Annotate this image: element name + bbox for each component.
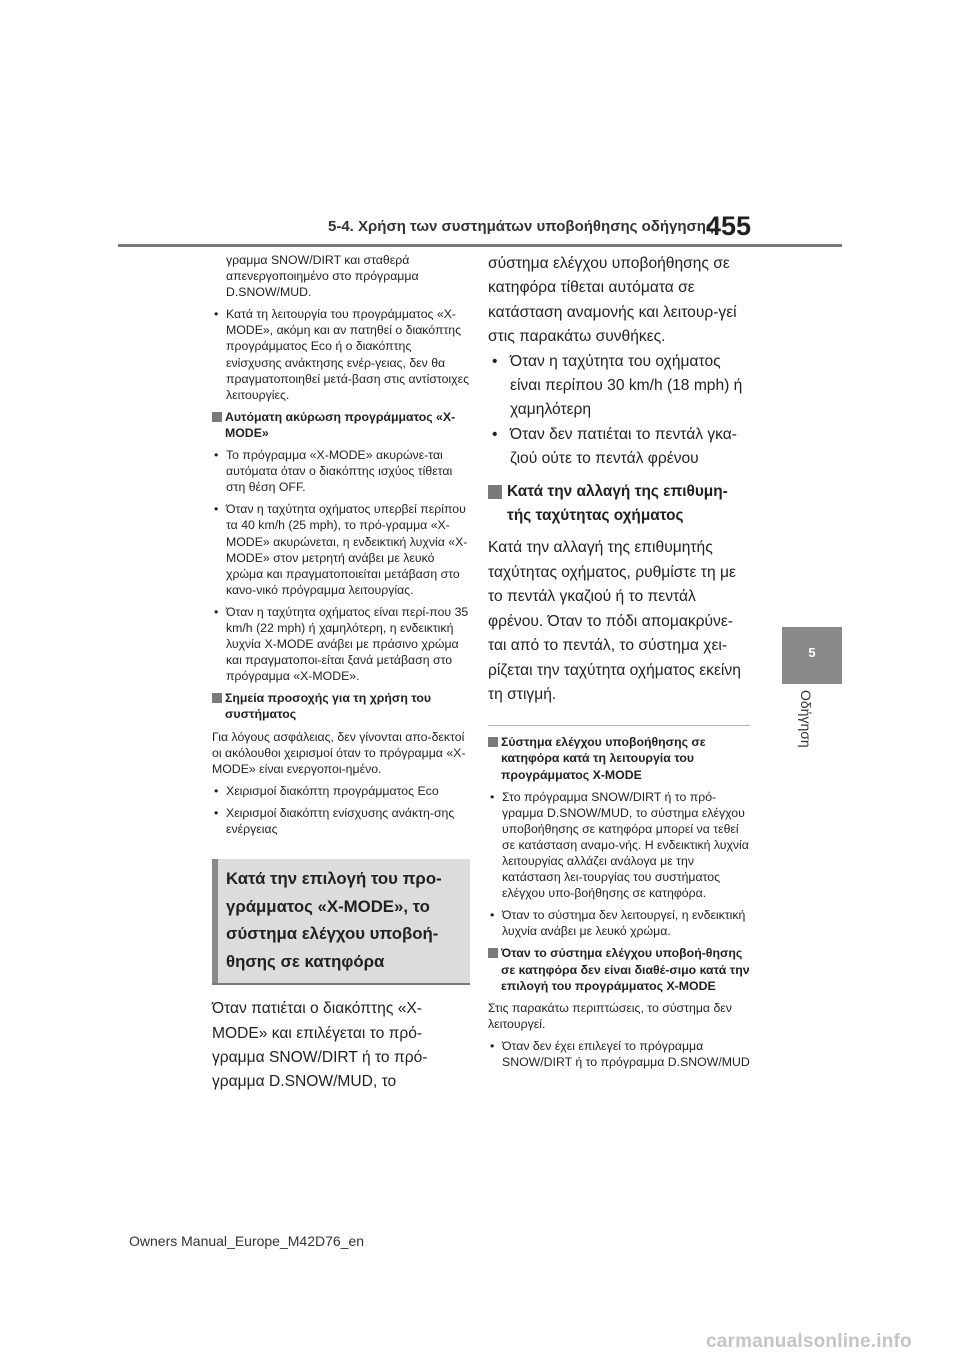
paragraph: Για λόγους ασφάλειας, δεν γίνονται απο-δεκτοί οι ακόλουθοι χειρισμοί όταν το πρόγραμμα «X-MODE» είναι ενεργοποι-ημένο. xyxy=(212,729,466,776)
section-title: Κατά την επιλογή του προ-γράμματος «X-MODE», το σύστημα ελέγχου υποβοή-θησης σε κατηφόρα xyxy=(226,869,442,971)
subheading xyxy=(212,690,470,722)
square-bullet-icon xyxy=(488,737,498,747)
divider xyxy=(488,725,750,726)
bullet-item: • Όταν δεν έχει επιλεγεί το πρόγραμμα SNOW/DIRT ή το πρόγραμμα D.SNOW/MUD xyxy=(488,1038,750,1070)
bullet-item: • Όταν το σύστημα δεν λειτουργεί, η ενδεικτική λυχνία ανάβει με λευκό χρώμα. xyxy=(488,907,750,939)
left-column xyxy=(212,252,470,1095)
bullet-item: • Όταν η ταχύτητα οχήματος υπερβεί περίπου τα 40 km/h (25 mph), το πρό-γραμμα «X-MODE» ακυρώνεται, η ενδεικτική λυχνία «X-MODE» στον μετρητή ανάβει με λευκό χρώμα και πραγματοποιείται μετάβαση στο κανο-νικό πρόγραμμα λειτουργίας. xyxy=(212,501,470,598)
bullet-item: • Στο πρόγραμμα SNOW/DIRT ή το πρό-γραμμα D.SNOW/MUD, το σύστημα ελέγχου υποβοήθησης σε κατηφόρα μπορεί να τεθεί σε κατάσταση αναμο-νής. Η ενδεικτική λυχνία λειτουργίας αλλάζει ανάλογα με την κατάσταση λει-τουργίας του συστήματος ελέγχου υπο-βοήθησης σε κατηφόρα. xyxy=(488,789,750,902)
watermark: carmanualsonline.info xyxy=(706,1331,912,1352)
paragraph: γραμμα SNOW/DIRT και σταθερά απενεργοποιημένο στο πρόγραμμα D.SNOW/MUD. xyxy=(226,253,419,300)
subheading-text: Κατά την αλλαγή της επιθυμη-τής ταχύτητας οχήματος xyxy=(507,482,728,525)
paragraph: σύστημα ελέγχου υποβοήθησης σε κατηφόρα τίθεται αυτόματα σε κατάσταση αναμονής και λειτουρ-γεί στις παρακάτω συνθήκες. xyxy=(488,255,737,346)
footer-manual-name: Owners Manual_Europe_M42D76_en xyxy=(129,1233,365,1249)
bullet-item: • Κατά τη λειτουργία του προγράμματος «X-MODE», ακόμη και αν πατηθεί ο διακόπτης προγράμματος Eco ή ο διακόπτης ενίσχυσης ανάκτησης ενέρ-γειας, δεν θα πραγματοποιηθεί μετά-βαση στις αντίστοιχες λειτουργίες. xyxy=(212,306,470,403)
bullet-item: • Χειρισμοί διακόπτη ενίσχυσης ανάκτη-σης ενέργειας xyxy=(212,805,470,837)
header-divider xyxy=(118,244,842,247)
square-bullet-icon xyxy=(212,693,222,703)
subheading-text: Σύστημα ελέγχου υποβοήθησης σε κατηφόρα κατά τη λειτουργία του προγράμματος X-MODE xyxy=(501,735,706,782)
chapter-label xyxy=(798,690,826,750)
bullet-item: • Όταν η ταχύτητα οχήματος είναι περί-που 35 km/h (22 mph) ή χαμηλότερη, η ενδεικτική λυχνία X-MODE ανάβει με πράσινο χρώμα και πραγματοποι-είται ξανά μετάβαση στο πρόγραμμα «X-MODE». xyxy=(212,604,470,684)
subheading-text: Όταν το σύστημα ελέγχου υποβοή-θησης σε κατηφόρα δεν είναι διαθέ-σιμο κατά την επιλογή του προγράμματος X-MODE xyxy=(501,946,750,993)
bullet-item: • Το πρόγραμμα «X-MODE» ακυρώνε-ται αυτόματα όταν ο διακόπτης ισχύος τίθεται στη θέση OFF. xyxy=(212,447,470,495)
square-bullet-icon xyxy=(212,412,222,422)
bullet-item: • Όταν δεν πατιέται το πεντάλ γκα-ζιού ούτε το πεντάλ φρένου xyxy=(488,423,750,472)
paragraph: Κατά την αλλαγή της επιθυμητής ταχύτητας οχήματος, ρυθμίστε τη με το πεντάλ γκαζιού ή το πεντάλ φρένου. Όταν το πόδι απομακρύνε-ται από το πεντάλ, το σύστημα χει-ρίζεται την ταχύτητα οχήματος εκείνη τη στιγμή. xyxy=(488,539,741,703)
section-title-box xyxy=(212,859,470,983)
subheading-text: Αυτόματη ακύρωση προγράμματος «X-MODE» xyxy=(225,409,456,440)
subheading xyxy=(212,409,470,441)
subheading xyxy=(488,945,750,993)
square-bullet-icon xyxy=(488,948,498,958)
bullet-item: • Χειρισμοί διακόπτη προγράμματος Eco xyxy=(212,783,470,799)
bullet-item: • Όταν η ταχύτητα του οχήματος είναι περίπου 30 km/h (18 mph) ή χαμηλότερη xyxy=(488,350,750,423)
subheading xyxy=(488,734,750,782)
right-column xyxy=(488,252,750,1076)
chapter-tab: 5 xyxy=(782,627,842,684)
square-bullet-icon xyxy=(488,485,502,499)
section-header-title: 5-4. Χρήση των συστημάτων υποβοήθησης οδήγησης xyxy=(328,218,714,235)
page-number: 455 xyxy=(706,211,752,241)
subheading xyxy=(488,480,750,529)
section-divider xyxy=(212,983,470,985)
subheading-text: Σημεία προσοχής για τη χρήση του συστήματος xyxy=(225,691,432,722)
paragraph: Όταν πατιέται ο διακόπτης «X-MODE» και επιλέγεται το πρό-γραμμα SNOW/DIRT ή το πρό-γραμμα D.SNOW/MUD, το xyxy=(212,1000,428,1091)
paragraph: Στις παρακάτω περιπτώσεις, το σύστημα δεν λειτουργεί. xyxy=(488,1000,732,1031)
chapter-label-text: Οδήγηση xyxy=(798,690,814,748)
